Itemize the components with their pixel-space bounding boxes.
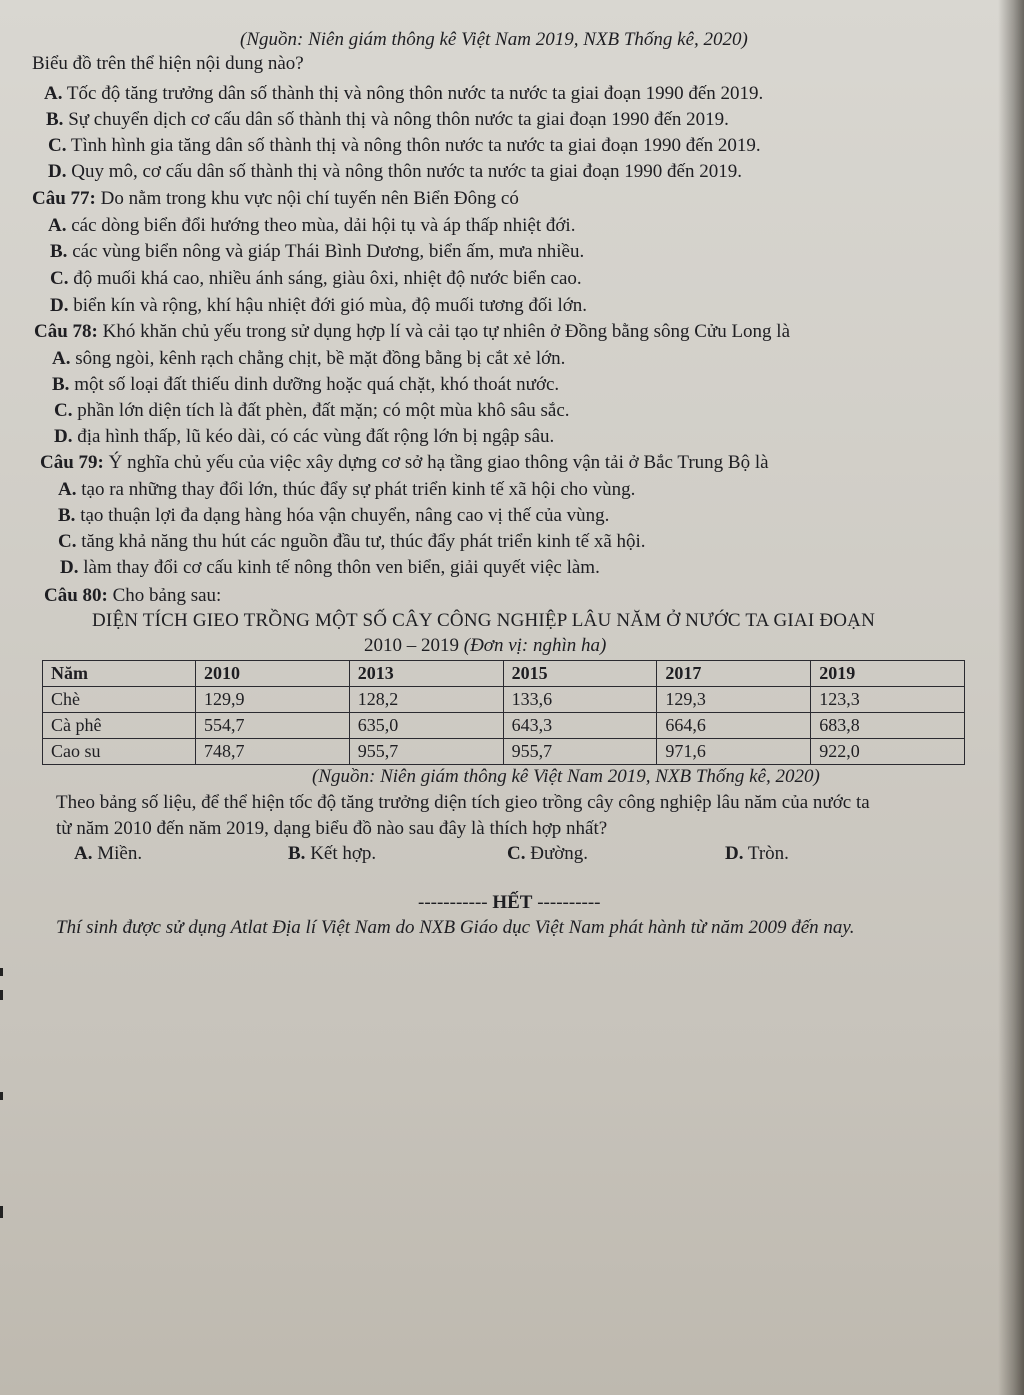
table-cell: 748,7 (196, 739, 350, 765)
end-marker: ----------- HẾT ---------- (418, 892, 601, 913)
table-cell: 129,3 (657, 687, 811, 713)
q76-stem: Biểu đồ trên thể hiện nội dung nào? (32, 53, 304, 74)
q78-option-d: D. địa hình thấp, lũ kéo dài, có các vùng đất rộng lớn bị ngập sâu. (54, 426, 555, 447)
q79-stem: Câu 79: Ý nghĩa chủ yếu của việc xây dựng cơ sở hạ tầng giao thông vận tải ở Bắc Trung Bộ là (40, 452, 769, 473)
q77-option-b: B. các vùng biển nông và giáp Thái Bình Dương, biển ấm, mưa nhiều. (50, 241, 585, 262)
table-cell: 955,7 (503, 739, 657, 765)
table-header-cell: 2010 (196, 661, 350, 687)
table-cell: Chè (43, 687, 196, 713)
q76-option-b: B. Sự chuyển dịch cơ cấu dân số thành thị và nông thôn nước ta giai đoạn 1990 đến 2019. (46, 109, 729, 130)
table-cell: 635,0 (349, 713, 503, 739)
q77-option-c: C. độ muối khá cao, nhiều ánh sáng, giàu ôxi, nhiệt độ nước biển cao. (50, 268, 582, 289)
q77-stem: Câu 77: Do nằm trong khu vực nội chí tuyến nên Biển Đông có (32, 188, 519, 209)
margin-mark (0, 1092, 3, 1100)
table-cell: 128,2 (349, 687, 503, 713)
q78-option-a: A. sông ngòi, kênh rạch chằng chịt, bề mặt đồng bằng bị cắt xẻ lớn. (52, 348, 566, 369)
q79-option-b: B. tạo thuận lợi đa dạng hàng hóa vận chuyển, nâng cao vị thế của vùng. (58, 505, 610, 526)
q80-question-line-2: từ năm 2010 đến năm 2019, dạng biểu đồ nào sau đây là thích hợp nhất? (56, 818, 608, 839)
table-cell: Cà phê (43, 713, 196, 739)
q80-option-c: C. Đường. (507, 843, 589, 864)
q78-option-c: C. phần lớn diện tích là đất phèn, đất mặn; có một mùa khô sâu sắc. (54, 400, 570, 421)
q80-question-line-1: Theo bảng số liệu, để thể hiện tốc độ tăng trưởng diện tích gieo trồng cây công nghiệp lâu năm của nước ta (56, 792, 870, 813)
table-cell: 922,0 (811, 739, 965, 765)
margin-mark (0, 1206, 3, 1218)
q80-option-b: B. Kết hợp. (288, 843, 377, 864)
q77-option-a: A. các dòng biển đổi hướng theo mùa, dải hội tụ và áp thấp nhiệt đới. (48, 215, 576, 236)
table-cell: 123,3 (811, 687, 965, 713)
table-cell: 683,8 (811, 713, 965, 739)
q78-option-b: B. một số loại đất thiếu dinh dưỡng hoặc quá chặt, khó thoát nước. (52, 374, 560, 395)
q79-option-c: C. tăng khả năng thu hút các nguồn đầu tư, thúc đẩy phát triển kinh tế xã hội. (58, 531, 646, 552)
q80-option-a: A. Miền. (74, 843, 143, 864)
source-top: (Nguồn: Niên giám thông kê Việt Nam 2019, NXB Thống kê, 2020) (240, 29, 748, 50)
table-header-cell: Năm (43, 661, 196, 687)
crop-area-table (42, 660, 965, 765)
margin-mark (0, 968, 3, 976)
q80-stem: Câu 80: Cho bảng sau: (44, 585, 222, 606)
table-cell: 971,6 (657, 739, 811, 765)
table-header-cell: 2015 (503, 661, 657, 687)
q76-option-c: C. Tình hình gia tăng dân số thành thị và nông thôn nước ta nước ta giai đoạn 1990 đến 2019. (48, 135, 761, 156)
q76-option-a: A. Tốc độ tăng trưởng dân số thành thị và nông thôn nước ta nước ta giai đoạn 1990 đến 2019. (44, 83, 764, 104)
table-header-cell: 2019 (811, 661, 965, 687)
table-cell: Cao su (43, 739, 196, 765)
table-subtitle: 2010 – 2019 (Đơn vị: nghìn ha) (364, 635, 607, 656)
atlas-note: Thí sinh được sử dụng Atlat Địa lí Việt Nam do NXB Giáo dục Việt Nam phát hành từ năm 2009 đến nay. (56, 917, 855, 938)
table-row (43, 739, 965, 765)
table-row (43, 713, 965, 739)
table-cell: 554,7 (196, 713, 350, 739)
table-cell: 955,7 (349, 739, 503, 765)
table-cell: 664,6 (657, 713, 811, 739)
q76-option-d: D. Quy mô, cơ cấu dân số thành thị và nông thôn nước ta nước ta giai đoạn 1990 đến 2019. (48, 161, 742, 182)
table-title: DIỆN TÍCH GIEO TRỒNG MỘT SỐ CÂY CÔNG NGHIỆP LÂU NĂM Ở NƯỚC TA GIAI ĐOẠN (92, 610, 876, 631)
table-cell: 133,6 (503, 687, 657, 713)
table-header-cell: 2013 (349, 661, 503, 687)
table-cell: 129,9 (196, 687, 350, 713)
margin-mark (0, 990, 3, 1000)
q77-option-d: D. biển kín và rộng, khí hậu nhiệt đới gió mùa, độ muối tương đối lớn. (50, 295, 588, 316)
paper-fold-shadow (998, 0, 1024, 1395)
table-cell: 643,3 (503, 713, 657, 739)
table-source: (Nguồn: Niên giám thông kê Việt Nam 2019, NXB Thống kê, 2020) (312, 766, 820, 787)
q79-option-a: A. tạo ra những thay đổi lớn, thúc đẩy sự phát triển kinh tế xã hội cho vùng. (58, 479, 636, 500)
q79-option-d: D. làm thay đổi cơ cấu kinh tế nông thôn ven biển, giải quyết việc làm. (60, 557, 600, 578)
q80-option-d: D. Tròn. (725, 843, 789, 864)
q78-stem: Câu 78: Khó khăn chủ yếu trong sử dụng hợp lí và cải tạo tự nhiên ở Đồng bằng sông Cửu Long là (34, 321, 791, 342)
table-header-cell: 2017 (657, 661, 811, 687)
table-header-row (43, 661, 965, 687)
table-row (43, 687, 965, 713)
